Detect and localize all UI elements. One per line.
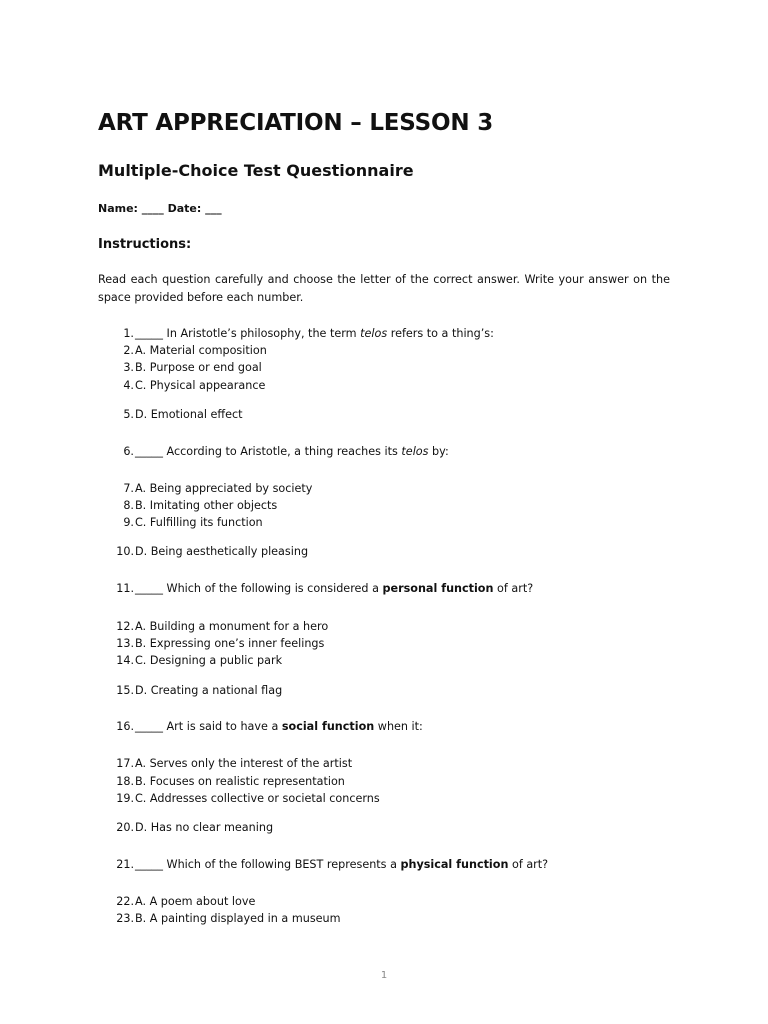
item-number: 12. xyxy=(116,620,134,633)
list-item xyxy=(98,379,265,393)
item-text-pre: D. Creating a national flag xyxy=(135,684,283,697)
list-item xyxy=(98,499,277,513)
item-text-pre: _____ Which of the following is considered a xyxy=(135,582,383,595)
item-text xyxy=(135,792,380,805)
instructions-text: Read each question carefully and choose the letter of the correct answer. Write your answer on the space provided before each number. xyxy=(98,273,670,304)
item-number: 15. xyxy=(116,684,134,697)
name-date-line: Name: ____ Date: ___ xyxy=(98,202,222,215)
item-text xyxy=(135,858,548,871)
item-text-post: by: xyxy=(428,445,449,458)
item-text xyxy=(135,344,267,357)
item-text-post: of art? xyxy=(493,582,534,595)
item-text xyxy=(135,516,263,529)
item-text-pre: B. Purpose or end goal xyxy=(135,361,262,374)
item-text-post: of art? xyxy=(508,858,549,871)
list-item xyxy=(98,582,533,596)
item-text-pre: A. Material composition xyxy=(135,344,267,357)
item-number: 16. xyxy=(116,720,134,733)
item-number: 5. xyxy=(123,408,134,421)
item-number: 19. xyxy=(116,792,134,805)
item-text-pre: D. Emotional effect xyxy=(135,408,243,421)
item-number: 17. xyxy=(116,757,134,770)
item-text-italic: telos xyxy=(401,445,429,458)
list-item xyxy=(98,757,352,771)
item-text-pre: _____ Which of the following BEST represents a xyxy=(135,858,401,871)
item-number: 6. xyxy=(123,445,134,458)
item-text-pre: C. Fulfilling its function xyxy=(135,516,263,529)
item-number: 10. xyxy=(116,545,134,558)
item-text xyxy=(135,582,533,595)
list-item xyxy=(98,858,548,872)
item-number: 18. xyxy=(116,775,134,788)
item-text xyxy=(135,895,255,908)
item-text xyxy=(135,499,277,512)
item-text-pre: C. Physical appearance xyxy=(135,379,266,392)
item-text-post: refers to a thing’s: xyxy=(387,327,494,340)
item-text-pre: A. Being appreciated by society xyxy=(135,482,313,495)
item-text xyxy=(135,654,282,667)
item-text xyxy=(135,379,265,392)
item-text xyxy=(135,482,312,495)
list-item xyxy=(98,445,449,459)
list-item xyxy=(98,637,324,651)
item-text-bold: physical function xyxy=(400,858,509,871)
item-text-pre: C. Designing a public park xyxy=(135,654,283,667)
item-text xyxy=(135,637,324,650)
item-text-bold: personal function xyxy=(382,582,494,595)
item-text-pre: D. Has no clear meaning xyxy=(135,821,274,834)
document-subtitle: Multiple-Choice Test Questionnaire xyxy=(98,161,414,180)
item-number: 23. xyxy=(116,912,134,925)
page-number: 1 xyxy=(380,970,388,981)
item-number: 3. xyxy=(123,361,134,374)
item-text xyxy=(135,720,423,733)
item-text xyxy=(135,620,328,633)
item-text xyxy=(135,757,352,770)
item-text-post: when it: xyxy=(374,720,423,733)
item-number: 8. xyxy=(123,499,134,512)
item-number: 20. xyxy=(116,821,134,834)
list-item xyxy=(98,684,282,698)
item-text xyxy=(135,912,341,925)
list-item xyxy=(98,408,243,422)
item-text-pre: C. Addresses collective or societal concerns xyxy=(135,792,380,805)
item-number: 2. xyxy=(123,344,134,357)
item-text-bold: social function xyxy=(281,720,375,733)
list-item xyxy=(98,720,423,734)
item-text xyxy=(135,445,449,458)
item-text-pre: B. Focuses on realistic representation xyxy=(135,775,345,788)
item-number: 4. xyxy=(123,379,134,392)
item-text xyxy=(135,775,345,788)
list-item xyxy=(98,792,380,806)
list-item xyxy=(98,361,262,375)
instructions-heading: Instructions: xyxy=(98,237,192,252)
item-text-italic: telos xyxy=(360,327,388,340)
item-number: 13. xyxy=(116,637,134,650)
item-text-pre: A. Serves only the interest of the artist xyxy=(135,757,353,770)
item-text xyxy=(135,361,262,374)
item-text-pre: A. Building a monument for a hero xyxy=(135,620,329,633)
item-number: 1. xyxy=(123,327,134,340)
list-item xyxy=(98,821,273,835)
list-item xyxy=(98,482,312,496)
list-item xyxy=(98,327,494,341)
item-text-pre: B. Imitating other objects xyxy=(135,499,278,512)
item-text xyxy=(135,684,282,697)
item-number: 9. xyxy=(123,516,134,529)
item-number: 14. xyxy=(116,654,134,667)
item-text-pre: _____ In Aristotle’s philosophy, the term xyxy=(135,327,361,340)
list-item xyxy=(98,654,282,668)
list-item xyxy=(98,895,255,909)
list-item xyxy=(98,344,267,358)
list-item xyxy=(98,912,341,926)
item-text xyxy=(135,821,273,834)
item-number: 21. xyxy=(116,858,134,871)
list-item xyxy=(98,516,263,530)
document-title: ART APPRECIATION – LESSON 3 xyxy=(98,110,493,136)
list-item xyxy=(98,620,328,634)
list-item xyxy=(98,775,345,789)
item-number: 22. xyxy=(116,895,134,908)
item-text-pre: D. Being aesthetically pleasing xyxy=(135,545,309,558)
item-text xyxy=(135,545,308,558)
item-number: 11. xyxy=(116,582,134,595)
item-number: 7. xyxy=(123,482,134,495)
item-text-pre: B. Expressing one’s inner feelings xyxy=(135,637,325,650)
item-text-pre: B. A painting displayed in a museum xyxy=(135,912,341,925)
list-item xyxy=(98,545,308,559)
item-text xyxy=(135,327,494,340)
item-text-pre: A. A poem about love xyxy=(135,895,256,908)
item-text xyxy=(135,408,243,421)
item-text-pre: _____ According to Aristotle, a thing reaches its xyxy=(135,445,402,458)
item-text-pre: _____ Art is said to have a xyxy=(135,720,282,733)
